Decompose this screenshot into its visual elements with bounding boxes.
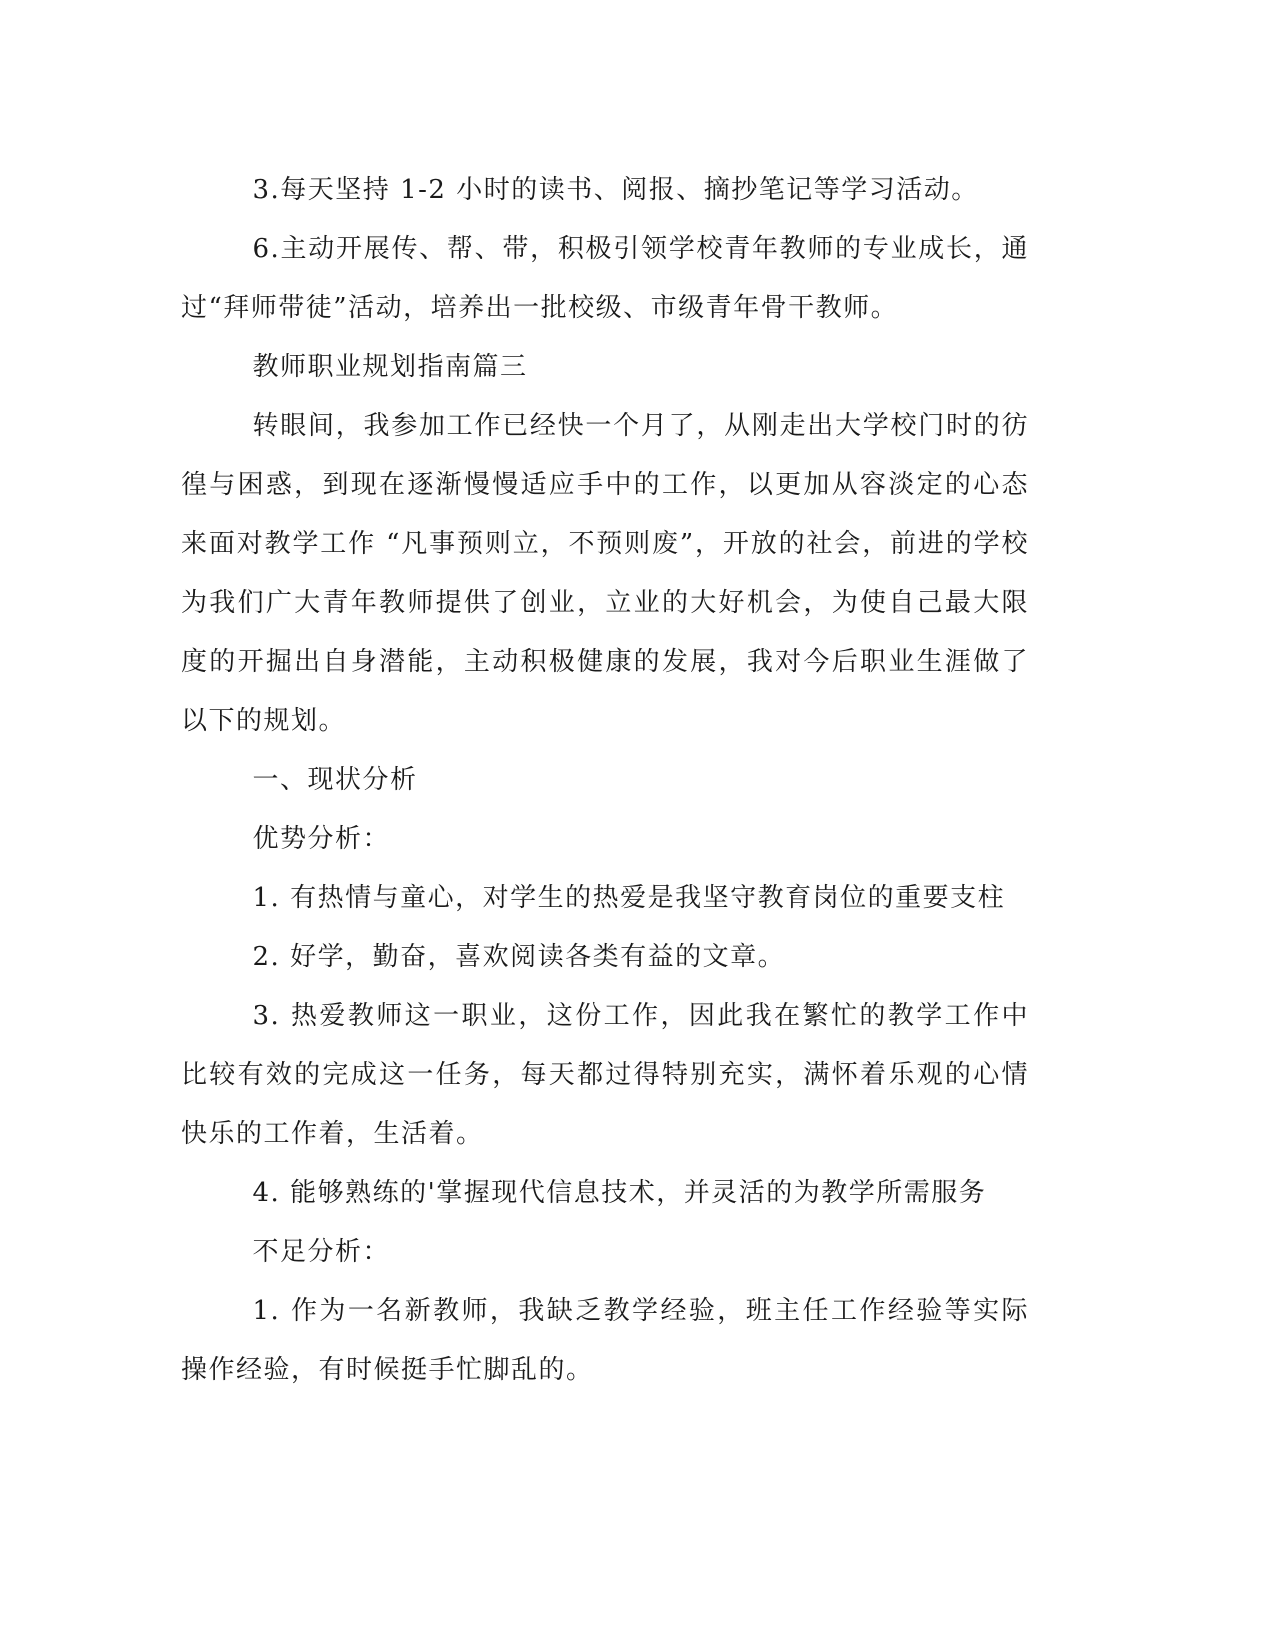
heading-weaknesses: 不足分析： xyxy=(252,1237,391,1267)
heading-strengths: 优势分析： xyxy=(252,824,391,854)
strength-item-4: 4. 能够熟练的'掌握现代信息技术，并灵活的为教学所需服务 xyxy=(252,1178,987,1208)
document-body xyxy=(181,161,1029,1400)
strength-item-1: 1. 有热情与童心，对学生的热爱是我坚守教育岗位的重要支柱 xyxy=(252,883,1006,913)
section-heading: 教师职业规划指南篇三 xyxy=(252,352,528,382)
strength-item-3: 3. 热爱教师这一职业，这份工作，因此我在繁忙的教学工作中比较有效的完成这一任务，每天都过得特别充实，满怀着乐观的心情快乐的工作着，生活着。 xyxy=(181,1001,1029,1149)
weakness-item-1: 1. 作为一名新教师，我缺乏教学经验，班主任工作经验等实际操作经验，有时候挺手忙脚乱的。 xyxy=(181,1296,1029,1385)
paragraph-introduction: 转眼间，我参加工作已经快一个月了，从刚走出大学校门时的彷徨与困惑，到现在逐渐慢慢适应手中的工作，以更加从容淡定的心态来面对教学工作 “凡事预则立，不预则废”，开放的社会，前进的学校为我们广大青年教师提供了创业，立业的大好机会，为使自己最大限度的开掘出自身潜能，主动积极健康的发展，我对今后职业生涯做了以下的规划。 xyxy=(181,411,1029,736)
strength-item-2: 2. 好学，勤奋，喜欢阅读各类有益的文章。 xyxy=(252,942,786,972)
paragraph-reading-activity: 3.每天坚持 1-2 小时的读书、阅报、摘抄笔记等学习活动。 xyxy=(252,175,979,205)
heading-status-analysis: 一、现状分析 xyxy=(252,765,418,795)
paragraph-mentoring: 6.主动开展传、帮、带，积极引领学校青年教师的专业成长，通过“拜师带徒”活动，培养出一批校级、市级青年骨干教师。 xyxy=(181,234,1029,323)
